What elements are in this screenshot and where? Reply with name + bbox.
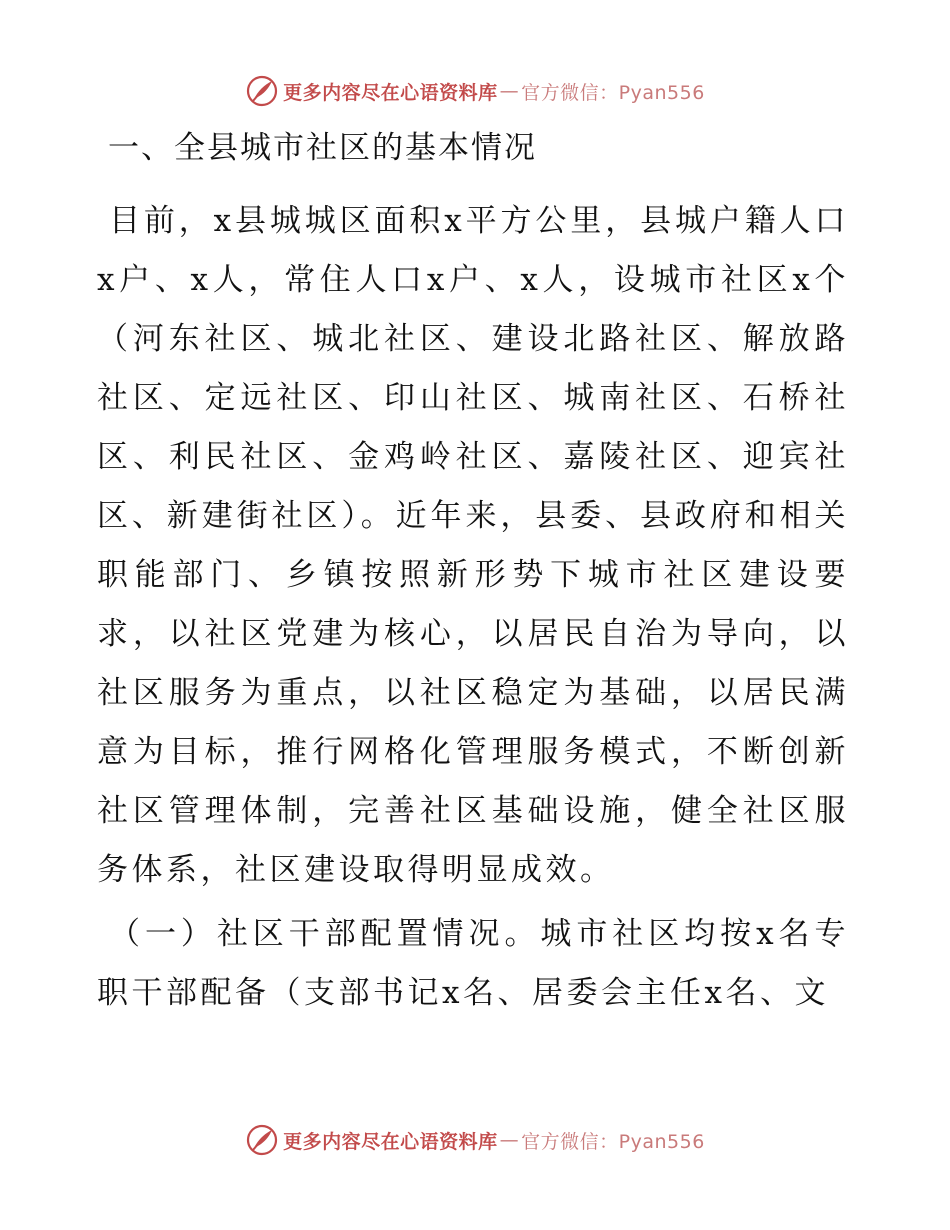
watermark-separator: —	[499, 80, 520, 102]
watermark-banner-top	[0, 71, 950, 111]
body-paragraph-2: （一）社区干部配置情况。城市社区均按x名专职干部配备（支部书记x名、居委会主任x名、文	[97, 916, 849, 1011]
feather-pen-logo-icon	[245, 74, 279, 108]
watermark-separator: —	[499, 1129, 520, 1151]
watermark-banner-bottom	[0, 1120, 950, 1160]
watermark-wechat-text: 官方微信：Pyan556	[521, 81, 705, 104]
body-paragraph-1: 目前，x县城城区面积x平方公里，县城户籍人口x户、x人，常住人口x户、x人，设城市社区x个（河东社区、城北社区、建设北路社区、解放路社区、定远社区、印山社区、城南社区、石桥社区、利民社区、金鸡岭社区、嘉陵社区、迎宾社区、新建街社区）。近年来，县委、县政府和相关职能部门、乡镇按照新形势下城市社区建设要求，以社区党建为核心，以居民自治为导向，以社区服务为重点，以社区稳定为基础，以居民满意为目标，推行网格化管理服务模式，不断创新社区管理体制，完善社区基础设施，健全社区服务体系，社区建设取得明显成效。	[97, 203, 849, 888]
watermark-wechat-text: 官方微信：Pyan556	[521, 1130, 705, 1153]
watermark-brand-text: 更多内容尽在心语资料库	[283, 81, 498, 104]
watermark-brand-text: 更多内容尽在心语资料库	[283, 1130, 498, 1153]
feather-pen-logo-icon	[245, 1123, 279, 1157]
section-heading: 一、全县城市社区的基本情况	[108, 130, 537, 166]
